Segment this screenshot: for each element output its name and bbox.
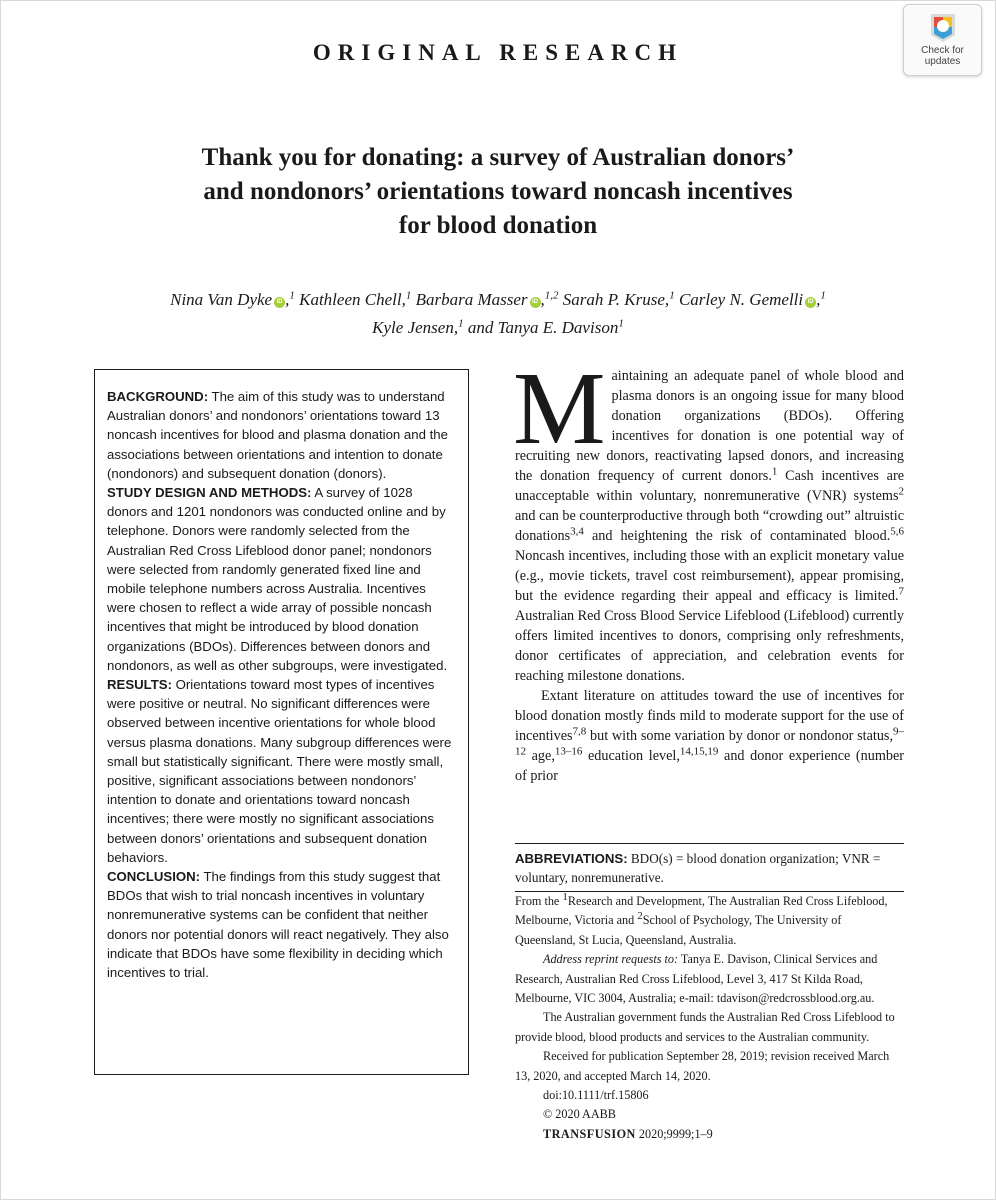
- affiliation-mark: 1: [618, 317, 624, 330]
- affiliations-note: [515, 892, 904, 950]
- received-note: Received for publication September 28, 2019; revision received March 13, 2020, and accepted March 14, 2020.: [515, 1049, 890, 1083]
- abstract-text: Orientations toward most types of incentives were positive or neutral. No significant differences were observed between incentive orientations for whole blood versus plasma donations. Many subgroup differences were small but statistically significant. There were mostly small, positive, significant associations between nondonors’ intention to donate and orientations toward noncash incentives; there were mostly no significant associations between donors’ orientations and subsequent donation behaviors.: [107, 677, 452, 865]
- author-name: Sarah P. Kruse,: [562, 290, 670, 309]
- abstract-conclusion: [107, 867, 454, 982]
- citation[interactable]: 2: [898, 485, 904, 498]
- article-footnotes: [515, 892, 904, 1144]
- affiliation-mark: 1: [669, 289, 675, 302]
- orcid-icon[interactable]: iD: [530, 297, 541, 308]
- abbreviations-box: [515, 843, 904, 892]
- author-line-1: Nina Van Dyke iD ,$^1$ Kathleen Chell,$^1$ Barbara Masser iD ,$^{1,2}$ Sarah P. Kruse,$^1$ Carley N. Gemelli iD ,$^1$: [170, 289, 826, 309]
- check-updates-line2: updates: [924, 56, 961, 67]
- body-text: and can be counterproductive through both “crowding out” altruistic donations: [515, 508, 904, 544]
- body-text: Extant literature on attitudes toward the use of incentives for blood donation mostly finds mild to moderate support for the use of incentives: [515, 688, 904, 744]
- citation[interactable]: 7: [898, 585, 904, 598]
- affiliation-mark: 1: [289, 289, 295, 302]
- body-text-column: [513, 351, 904, 786]
- footnote-text: Research and Development, The Australian Red Cross Lifeblood, Melbourne, Victoria and: [515, 894, 888, 928]
- citation[interactable]: 13–16: [554, 745, 583, 758]
- abstract-label: CONCLUSION:: [107, 869, 201, 885]
- citation[interactable]: 5,6: [890, 525, 904, 538]
- crossmark-icon: [928, 11, 958, 45]
- author-name: Kyle Jensen,: [372, 318, 459, 337]
- doi-link[interactable]: doi:10.1111/trf.15806: [543, 1088, 649, 1103]
- affiliation-mark: 1: [820, 289, 826, 302]
- journal-citation: [515, 1125, 904, 1144]
- author-name: Barbara Masser: [415, 290, 528, 309]
- orcid-icon[interactable]: iD: [805, 297, 816, 308]
- title-line: and nondonors’ orientations toward noncash incentives: [203, 178, 793, 205]
- journal-cite: 2020;9999;1–9: [635, 1126, 713, 1141]
- abstract-label: RESULTS:: [107, 677, 172, 693]
- check-for-updates-button[interactable]: [903, 4, 982, 76]
- body-paragraph-1: [513, 351, 904, 686]
- funding-note: The Australian government funds the Australian Red Cross Lifeblood to provide blood, blood products and services to the Australian community.: [515, 1010, 895, 1044]
- abstract-box: [94, 369, 469, 1075]
- check-updates-line1: Check for: [921, 45, 964, 56]
- body-paragraph-2: [515, 686, 904, 786]
- abstract-results: [107, 675, 454, 867]
- affiliation-mark: 1: [405, 289, 412, 302]
- body-text: education level,: [582, 748, 680, 764]
- body-text: Cash incentives are unacceptable within voluntary, nonremunerative (VNR) systems: [515, 468, 904, 504]
- abbreviations-text: BDO(s) = blood donation organization; VNR = voluntary, nonremunerative.: [515, 851, 881, 885]
- author-name: Carley N. Gemelli: [678, 290, 804, 309]
- abstract-text: The findings from this study suggest that BDOs that wish to trial noncash incentives in voluntary nonremunerative systems can be confident that neither donors nor potential donors will react negatively. They also indicate that BDOs have some flexibility in deciding which incentives to trial.: [107, 869, 449, 981]
- citation[interactable]: 9–12: [515, 725, 904, 758]
- abstract-background: [107, 387, 454, 483]
- reprint-text[interactable]: Tanya E. Davison, Clinical Services and Research, Australian Red Cross Lifeblood, Level 3, 417 St Kilda Road, Melbourne, VIC 3004, Australia; e-mail: tdavison@redcrossblood.org.au.: [515, 952, 878, 1006]
- affiliation-mark: 1: [458, 317, 464, 330]
- affiliation-mark: 2: [637, 910, 643, 923]
- citation[interactable]: 3,4: [570, 525, 584, 538]
- author-line-2: [60, 314, 936, 342]
- body-text: Australian Red Cross Blood Service Lifeblood (Lifeblood) currently offers limited incentives to donors, comprising only refreshments, donor certificates of appreciation, and celebration events for reaching milestone donations.: [515, 608, 904, 684]
- affiliation-mark: 1: [562, 890, 568, 903]
- author-name: Nina Van Dyke: [170, 290, 273, 309]
- citation[interactable]: 14,15,19: [679, 745, 719, 758]
- body-text: but with some variation by donor or nondonor status,: [586, 728, 893, 744]
- abstract-label: BACKGROUND:: [107, 389, 209, 404]
- article-title: [98, 141, 898, 243]
- citation[interactable]: 7,8: [572, 725, 587, 738]
- author-name: Kathleen Chell,: [299, 290, 406, 309]
- abstract-text: A survey of 1028 donors and 1201 nondonors was conducted online and by telephone. Donors were randomly selected from the Australian Red Cross Lifeblood donor panel; nondonors were selected from randomly generated fixed line and mobile telephone numbers across Australia. Incentives were chosen to reflect a wide array of possible noncash incentives that might be introduced by blood donation organizations (BDOs). Differences between donors and nondonors, as well as other subgroups, were investigated.: [107, 485, 448, 673]
- author-name: and Tanya E. Davison: [467, 318, 619, 337]
- body-text: age,: [526, 748, 555, 764]
- reprint-note: [515, 950, 904, 1008]
- body-text: and donor experience (number of prior: [515, 748, 904, 784]
- orcid-icon[interactable]: iD: [274, 297, 285, 308]
- affiliation-mark: 1,2: [544, 289, 559, 302]
- author-list: [60, 286, 936, 342]
- section-kicker: ORIGINAL RESEARCH: [312, 40, 684, 65]
- drop-cap: M: [513, 351, 606, 466]
- copyright-line: © 2020 AABB: [543, 1107, 616, 1122]
- abstract-text: The aim of this study was to understand Australian donors’ and nondonors’ orientations toward 13 noncash incentives for blood and plasma donation and the associations between orientations and intention to donate (nondonors) and subsequent donation (donors).: [107, 389, 448, 481]
- body-text: and heightening the risk of contaminated blood.: [583, 528, 891, 544]
- abstract-methods: [107, 483, 454, 675]
- body-text: Noncash incentives, including those with an explicit monetary value (e.g., movie tickets, travel cost reimbursement), appear promising, but the evidence regarding their appeal and efficacy is limited.: [515, 548, 904, 604]
- body-text: aintaining an adequate panel of whole blood and plasma donors is an ongoing issue for many blood donation organizations (BDOs). Offering incentives for donation is one potential way of recruiting new donors, reactivating lapsed donors, and increasing the donation frequency of current donors.: [515, 368, 904, 484]
- title-line: for blood donation: [398, 212, 598, 239]
- journal-name: TRANSFUSION: [543, 1126, 636, 1141]
- citation[interactable]: 1: [771, 465, 778, 478]
- footnote-text: From the: [515, 894, 563, 908]
- abstract-label: STUDY DESIGN AND METHODS:: [107, 485, 312, 501]
- title-line: Thank you for donating: a survey of Australian donors’: [201, 144, 795, 171]
- abbreviations-label: ABBREVIATIONS:: [515, 851, 628, 866]
- reprint-label: Address reprint requests to:: [543, 952, 679, 967]
- footnote-text: School of Psychology, The University of Queensland, St Lucia, Queensland, Australia.: [515, 913, 842, 947]
